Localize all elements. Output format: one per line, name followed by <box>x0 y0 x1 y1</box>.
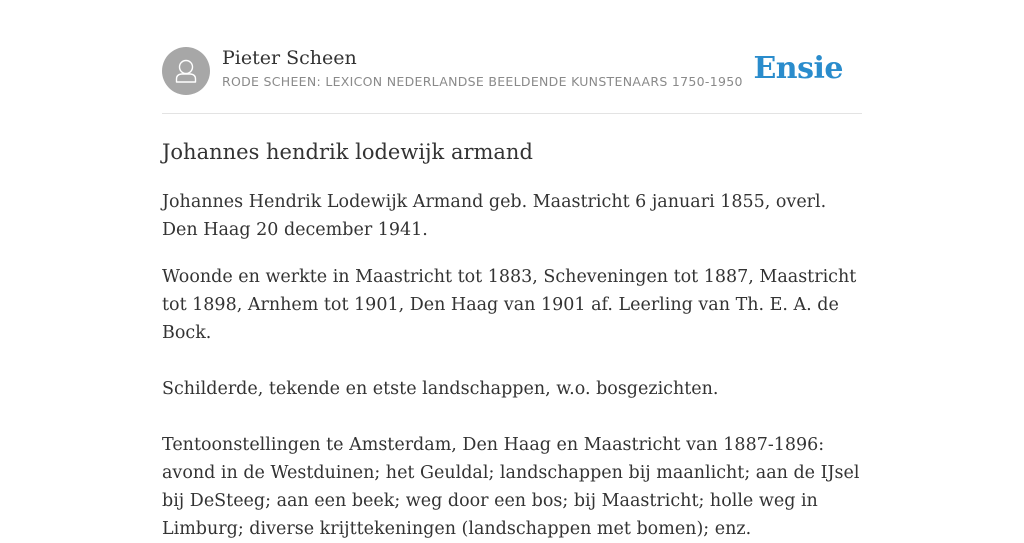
article-body <box>162 136 862 543</box>
avatar[interactable] <box>162 47 210 95</box>
brand-logo[interactable]: Ensie <box>753 51 843 86</box>
user-icon <box>162 47 210 95</box>
article-title: Johannes hendrik lodewijk armand <box>162 140 533 164</box>
article-paragraph: Johannes Hendrik Lodewijk Armand geb. Maastricht 6 januari 1855, overl. Den Haag 20 december 1941. <box>162 192 827 240</box>
source-name[interactable]: RODE SCHEEN: LEXICON NEDERLANDSE BEELDENDE KUNSTENAARS 1750-1950 <box>222 74 743 89</box>
author-name[interactable]: Pieter Scheen <box>222 47 357 69</box>
header-divider <box>162 113 862 114</box>
article-header <box>162 46 862 96</box>
article-paragraph: Tentoonstellingen te Amsterdam, Den Haag en Maastricht van 1887-1896: avond in de Westduinen; het Geuldal; landschappen bij maanlicht; aan de IJsel bij DeSteeg; aan een beek; weg door een bos; bij Maastricht; holle weg in Limburg; diverse krijttekeningen (landschappen met bomen); enz. <box>162 435 860 539</box>
article-paragraph: Woonde en werkte in Maastricht tot 1883, Scheveningen tot 1887, Maastricht tot 1898, Arnhem tot 1901, Den Haag van 1901 af. Leerling van Th. E. A. de Bock. <box>162 267 857 343</box>
article-paragraph: Schilderde, tekende en etste landschappen, w.o. bosgezichten. <box>162 379 719 399</box>
